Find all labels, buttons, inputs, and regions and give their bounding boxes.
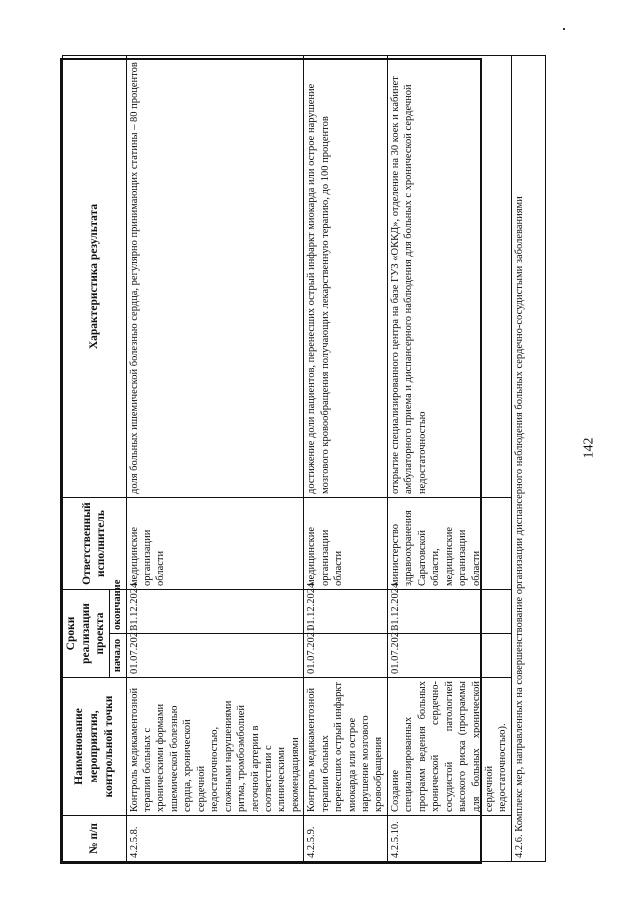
rotated-table-container (60, 58, 525, 864)
header-executor: Ответственный исполнитель (63, 498, 127, 590)
row-num: 4.2.5.8. (126, 816, 304, 862)
header-start: начало (110, 634, 126, 678)
row-name: Контроль медикаментозной терапии больных с хроническими формами ишемической болезнью сердца, хронической сердечной недостаточностью, сложными нарушениями ритма, тромбоэмболией легочной артерии в соответствии с клиническими рекомендациями (126, 678, 304, 816)
row-result: открытие специализированного центра на базе ГУЗ «ОККД», отделение на 30 коек и кабинет амбулаторного приема и диспансерного наблюдения для больных с хронической сердечной недостаточностью (387, 56, 511, 498)
section-heading: 4.2.6. Комплекс мер, направленных на совершенствование организации диспансерного наблюдения больных сердечно-сосудистыми заболеваниями (511, 56, 545, 862)
row-start: 01.07.2021 (126, 634, 304, 678)
landscape-table-wrapper (62, 56, 525, 862)
row-executor: медицинские организации области (126, 498, 304, 590)
row-end: 01.12.2024 (304, 590, 388, 634)
header-end: окончание (110, 590, 126, 634)
table-row (304, 56, 388, 862)
row-executor: медицинские организации области (304, 498, 388, 590)
scan-mark (563, 28, 565, 30)
row-end: 31.12.2024 (126, 590, 304, 634)
row-num: 4.2.5.9. (304, 816, 388, 862)
row-name: Создание специализированных программ ведения больных хронической сердечно-сосудистой патологией высокого риска (программы для больных хронической сердечной недостаточностью). (387, 678, 511, 816)
row-executor: министерство здравоохранения Саратовской области, медицинские организации области (387, 498, 511, 590)
page-number: 142 (581, 437, 597, 459)
header-name: Наименование мероприятия, контрольной точки (63, 678, 127, 816)
row-start: 01.07.2021 (387, 634, 511, 678)
header-row (63, 56, 110, 862)
header-result: Характеристика результата (63, 56, 127, 498)
row-start: 01.07.2021 (304, 634, 388, 678)
header-terms: Сроки реализации проекта (63, 590, 110, 678)
table-row (387, 56, 511, 862)
header-num: № п/п (63, 816, 127, 862)
table-row (126, 56, 304, 862)
activity-plan-table (62, 55, 546, 862)
row-end: 31.12.2024 (387, 590, 511, 634)
row-name: Контроль медикаментозной терапии больных перенесших острый инфаркт миокарда или острое нарушение мозгового кровообращения (304, 678, 388, 816)
section-row (511, 56, 545, 862)
row-num: 4.2.5.10. (387, 816, 511, 862)
row-result: достижение доли пациентов, перенесших острый инфаркт миокарда или острое нарушение мозгового кровообращения получающих лекарственную терапию, до 100 процентов (304, 56, 388, 498)
row-result: доля больных ишемической болезнью сердца, регулярно принимающих статины – 80 процентов (126, 56, 304, 498)
